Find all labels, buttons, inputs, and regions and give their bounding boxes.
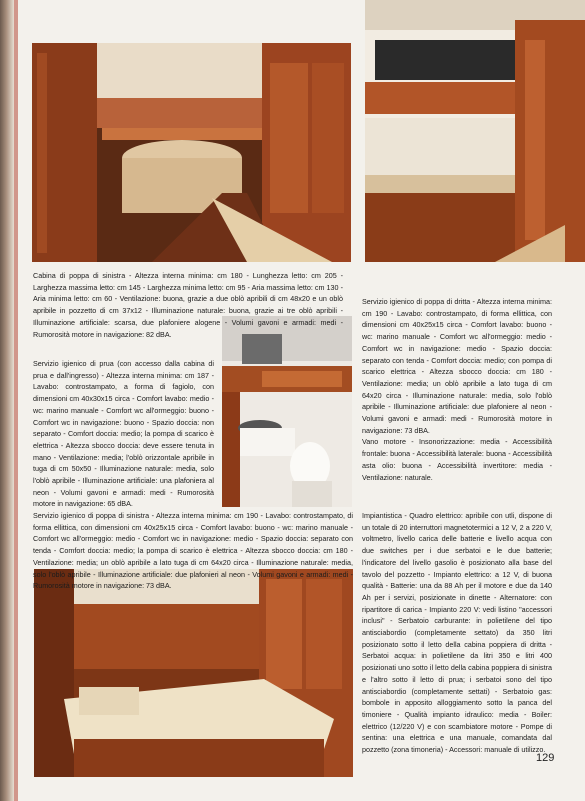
photo-forward-cabin — [34, 569, 353, 777]
paragraph: Vano motore - Insonorizzazione: media - Accessibilità frontale: buona - Accessibilità laterale: buona - Accessibilità asta olio: buona - Accessibilità invertitore: media - Ventilazione: naturale. — [362, 437, 552, 482]
text-left-bottom — [33, 510, 353, 591]
paragraph: Servizio igienico di poppa di dritta - Altezza interna minima: cm 190 - Lavabo: controstampato, di forma ellittica, con dimensioni cm 40x25x15 circa - Comfort lavabo: buono - wc: marino manuale - Comfort wc all'ormeggio: medio - Comfort wc in navigazione: medio - Spazio doccia: separato con tenda - Comfort doccia: medio; con pompa di scarico elettrica - Altezza sbocco doccia: cm 180 - Ventilazione: media; un oblò apribile a lato tuga di cm 64x20 circa - Illuminazione naturale: media, solo l'oblò apribile - Illuminazione artificiale: due plafoniere al neon - Volumi gavoni e armadi: medi - Rumorosità motore in navigazione: 73 dBA. — [362, 297, 552, 435]
text-right-bottom — [362, 510, 552, 755]
spine-edge — [14, 0, 18, 801]
paragraph: Cabina di poppa di sinistra - Altezza interna minima: cm 180 - Lunghezza letto: cm 205 - Larghezza massima letto: cm 145 - Larghezza minima letto: cm 95 - Aria massima letto: cm 130 - Aria minima letto: cm 60 - Ventilazione: buona, grazie a due oblò apribili di cm 48x20 e un oblò apribile in pozzetto di cm 37x12 - Illuminazione naturale: buona, grazie ai tre oblò apribili - Illuminazione artificiale: scarsa, due plafoniere alogene - Volumi gavoni e armadi: medi - Rumorosità motore in navigazione: 82 dBA. — [33, 271, 343, 339]
text-column-left — [33, 270, 343, 340]
photo-aft-cabin — [32, 43, 351, 262]
paragraph: Servizio igienico di prua (con accesso dalla cabina di prua e dall'ingresso) - Altezza interna minima: cm 187 - Lavabo: controstampato, a forma di fagiolo, con dimensioni cm 40x30x15 circa - Comfort lavabo: medio - wc: marino manuale - Comfort wc all'ormeggio: buono - Comfort wc in navigazione: buono - Spazio doccia: non separato - Comfort doccia: medio; la pompa di scarico è elettrica - Altezza sbocco doccia: deve essere tenuta in mano - Ventilazione: media; l'oblò orizzontale apribile in tuga di cm 50x50 - Illuminazione naturale: media, solo l'oblò apribile - Illuminazione artificiale: una plafoniera al neon - Volumi gavoni e armadi: medi - Rumorosità motore in navigazione: 65 dBA. — [33, 359, 214, 509]
photo-head — [222, 316, 352, 507]
text-right-top — [362, 296, 552, 496]
paragraph: Servizio igienico di poppa di sinistra - Altezza interna minima: cm 190 - Lavabo: controstampato, di forma ellittica, con dimensioni cm 40x25x15 circa - Comfort lavabo: buono - wc: marino manuale - Comfort wc all'ormeggio: medio - Comfort wc in navigazione: medio - Spazio doccia: separato con tenda - Comfort doccia: medio; la pompa di scarico è elettrica - Altezza sbocco doccia: cm 180 - Ventilazione: media; un oblò apribile a lato tuga di cm 64x20 circa - Illuminazione naturale: media, solo l'oblò apribile - Illuminazione artificiale: due plafonieri al neon - Volumi gavoni e armadi: medi - Rumorosità motore in navigazione: 73 dBA. — [33, 511, 353, 591]
page-spine — [0, 0, 14, 801]
page-number: 129 — [536, 752, 555, 764]
paragraph: Impiantistica - Quadro elettrico: apribile con utli, dispone di un totale di 20 interruttori magnetotermici a 12 V, 2 a 220 V, voltmetro, livello carica delle batterie e livello acqua con due switches per i due serbatoi e le due batterie; l'indicatore del livello gasolio è posizionato alla base del tavolo del pozzetto - Impianto elettrico: a 12 V, di buona qualità - Batterie: una da 88 Ah per il motore e due da 140 Ah per i servizi, posizionate in dinette - Alternatore: con ripartitore di carica - Impianto 220 V: vedi listino "accessori inclusi" - Serbatoio carburante: in polietilene del tipo antisciabordio (completamente settato) da 350 litri posizionato sotto il letto della cabina poppiera di dritta - Serbatoi acqua: in polietilene da litri 350 e litri 400 posizionati uno sotto il letto della cabina poppiera di sinistra e l'altro sotto il letto di prua; i serbatoi sono del tipo antisciabordio (completamente settati) - Serbatoio gas: bombole in apposito alloggiamento sotto la panca del timoniere - Qualità impianto idraulico: media - Boiler: elettrico (12/220 V) e con scambiatore motore - Pompe di sentina: una elettrica e una manuale, comandata dal pozzetto (zona timoneria) - Accessori: manuale di utilizzo. — [362, 511, 552, 755]
photo-bunk-cabin — [365, 0, 585, 262]
